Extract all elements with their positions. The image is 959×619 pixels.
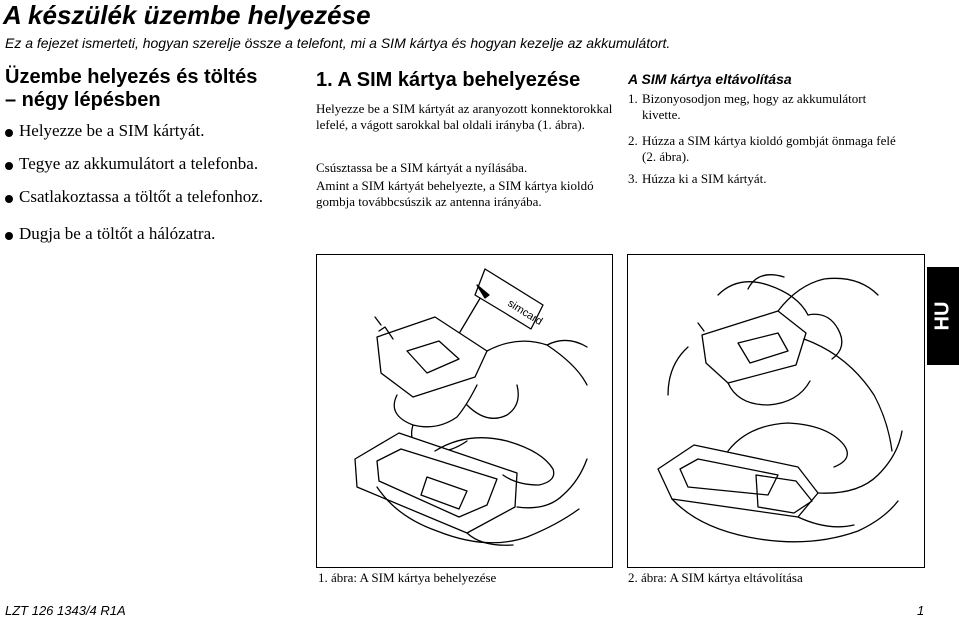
sim-insert-para1: Helyezze be a SIM kártyát az aranyozott konnektorokkal lefelé, a vágott sarokkal bal oldali irányba (1. ábra). [316, 101, 613, 132]
bullet-icon [5, 232, 13, 240]
item-text: Húzza a SIM kártya kioldó gombját önmaga felé [642, 133, 896, 148]
item-text: Bizonyosodjon meg, hogy az akkumulátort [642, 91, 867, 106]
item-number: 3. [628, 171, 638, 186]
step-text: Dugja be a töltőt a hálózatra. [19, 224, 216, 243]
figure-sim-insert [316, 254, 613, 568]
sim-remove-item [628, 133, 928, 165]
simcard-icon [475, 269, 544, 329]
step-text: Csatlakoztassa a töltőt a telefonhoz. [19, 187, 264, 206]
bullet-icon [5, 129, 13, 137]
sim-insert-heading: 1. A SIM kártya behelyezése [316, 69, 581, 91]
bullet-icon [5, 195, 13, 203]
sim-remove-item [628, 171, 928, 187]
sim-insert-para3: Amint a SIM kártyát behelyezte, a SIM kártya kioldó gombja továbbcsúszik az antenna irányába. [316, 178, 594, 209]
language-tab-label: HU [931, 301, 954, 331]
sim-remove-illustration [628, 255, 924, 567]
bullet-icon [5, 162, 13, 170]
sim-insert-illustration [317, 255, 612, 567]
language-tab [927, 267, 959, 365]
step-text: Tegye az akkumulátort a telefonba. [19, 154, 259, 173]
page-title: A készülék üzembe helyezése [3, 0, 371, 30]
figure-1-caption: 1. ábra: A SIM kártya behelyezése [318, 570, 497, 585]
item-number: 1. [628, 91, 638, 106]
item-text-cont: (2. ábra). [642, 149, 690, 164]
item-text-cont: kivette. [642, 107, 681, 122]
sim-remove-item [628, 91, 928, 123]
item-text: Húzza ki a SIM kártyát. [642, 171, 767, 186]
step-text: Helyezze be a SIM kártyát. [19, 121, 205, 140]
step-item [5, 187, 263, 207]
section-heading-line1: Üzembe helyezés és töltés [5, 66, 258, 88]
page-subtitle: Ez a fejezet ismerteti, hogyan szerelje össze a telefont, mi a SIM kártya és hogyan kezelje az akkumulátort. [5, 35, 671, 51]
sim-insert-para2: Csúsztassa be a SIM kártyát a nyílásába. [316, 160, 528, 175]
figure-2-caption: 2. ábra: A SIM kártya eltávolítása [628, 570, 803, 585]
steps-list [5, 121, 263, 244]
page-number: 1 [917, 603, 925, 618]
step-item [5, 224, 263, 244]
phone-icon [698, 311, 806, 383]
document-number: LZT 126 1343/4 R1A [5, 603, 126, 618]
sim-remove-heading: A SIM kártya eltávolítása [628, 71, 792, 87]
step-item [5, 121, 263, 141]
section-heading-line2: – négy lépésben [5, 89, 161, 111]
simcard-label: simcard [505, 297, 545, 328]
step-item [5, 154, 263, 174]
item-number: 2. [628, 133, 638, 148]
section-heading [5, 66, 257, 112]
figure-sim-remove [627, 254, 925, 568]
phone-icon [375, 317, 487, 397]
